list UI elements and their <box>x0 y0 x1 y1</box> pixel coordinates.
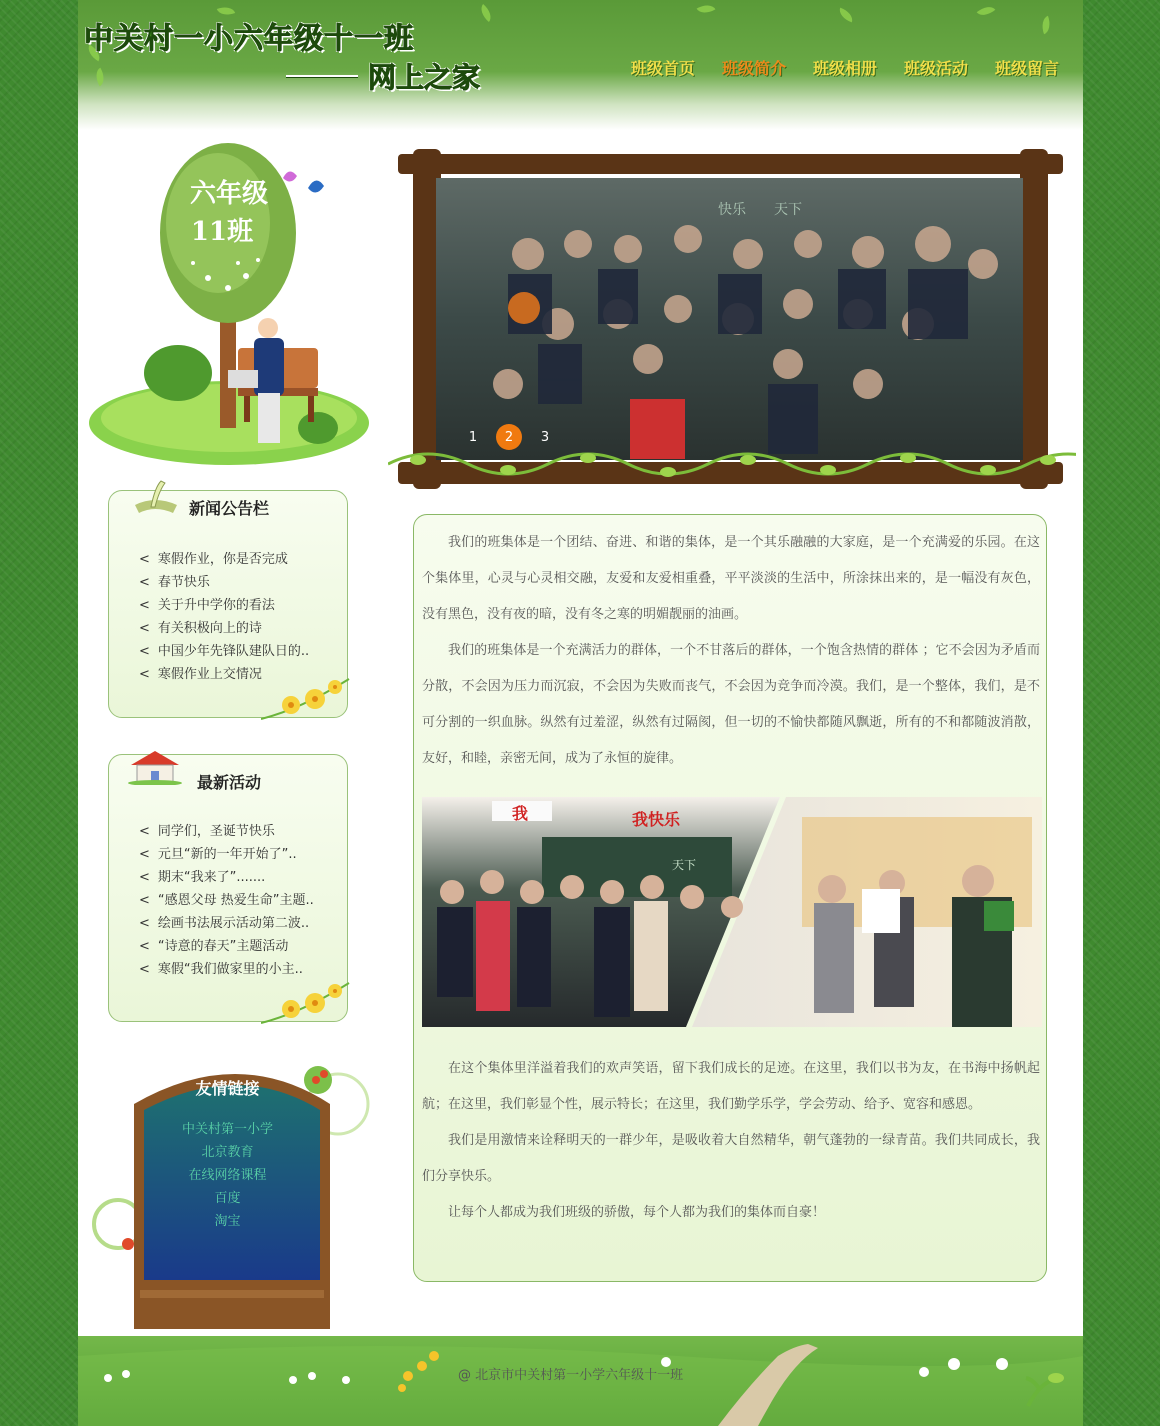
links-title: 友情链接 <box>195 1079 260 1098</box>
link-item[interactable]: 淘宝 <box>214 1214 241 1229</box>
photo-banner-text: 快乐 <box>718 202 746 218</box>
book-icon <box>131 477 181 517</box>
news-item[interactable]: < 寒假作业，你是否完成 <box>139 552 288 567</box>
intro-paragraph: 让每个人都成为我们班级的骄傲，每个人都为我们的集体而自豪！ <box>448 1205 826 1220</box>
badge-line1: 六年级 <box>189 179 269 209</box>
copyright: @ 北京市中关村第一小学六年级十一班 <box>458 1368 684 1383</box>
news-item[interactable]: < 寒假作业上交情况 <box>139 667 262 682</box>
flower-icon <box>261 673 351 723</box>
site-subtitle-text: 网上之家 <box>368 61 481 94</box>
leaf-decoration <box>837 8 855 23</box>
chevron-left-icon: < <box>139 667 150 682</box>
leaf-decoration <box>92 68 109 87</box>
collage-banner-2: 我快乐 <box>632 810 681 829</box>
slider-dot-active[interactable]: 2 <box>496 424 522 450</box>
news-list <box>139 548 309 686</box>
chevron-left-icon: < <box>139 893 150 908</box>
activity-item[interactable]: < 元旦“新的一年开始了”.. <box>139 847 297 862</box>
link-item[interactable]: 中关村第一小学 <box>181 1122 273 1137</box>
chevron-left-icon: < <box>139 575 150 590</box>
tree-illustration <box>88 138 370 468</box>
news-item[interactable]: < 有关积极向上的诗 <box>139 621 262 636</box>
activity-item[interactable]: < 绘画书法展示活动第二波.. <box>139 916 310 931</box>
activity-item[interactable]: < “诗意的春天”主题活动 <box>139 939 289 954</box>
activity-item[interactable]: < “感恩父母 热爱生命”主题.. <box>139 893 314 908</box>
chevron-left-icon: < <box>139 644 150 659</box>
link-item[interactable]: 北京教育 <box>201 1145 254 1160</box>
links-list <box>150 1118 305 1233</box>
site-title: 中关村一小六年级十一班 <box>84 21 415 55</box>
class-photo-collage <box>422 797 1042 1027</box>
chevron-left-icon: < <box>139 847 150 862</box>
collage-banner-1: 我 <box>512 804 529 823</box>
chevron-left-icon: < <box>139 552 150 567</box>
chevron-left-icon: < <box>139 962 150 977</box>
news-item[interactable]: < 关于升中学你的看法 <box>139 598 275 613</box>
nav-activities[interactable]: 班级活动 <box>903 59 968 78</box>
chevron-left-icon: < <box>139 621 150 636</box>
page-container <box>78 0 1083 1426</box>
site-subtitle <box>286 56 480 96</box>
link-item[interactable]: 在线网络课程 <box>188 1168 267 1183</box>
activity-item[interactable]: < 寒假“我们做家里的小主.. <box>139 962 303 977</box>
activities-panel <box>108 754 348 1022</box>
activity-item[interactable]: < 同学们，圣诞节快乐 <box>139 824 275 839</box>
news-item[interactable]: < 春节快乐 <box>139 575 210 590</box>
main-nav <box>631 56 1059 79</box>
chevron-left-icon: < <box>139 939 150 954</box>
badge-line2: 11班 <box>190 217 254 247</box>
slider-dots <box>460 424 558 450</box>
subtitle-dash <box>286 75 358 78</box>
intro-paragraph: 我们是用激情来诠释明天的一群少年，是吸收着大自然精华，朝气蓬勃的一绿青苗。我们共同成长，我们分享快乐。 <box>422 1133 1040 1184</box>
activities-title: 最新活动 <box>197 773 262 792</box>
intro-content <box>413 514 1047 1282</box>
nav-home[interactable]: 班级首页 <box>630 59 695 78</box>
nav-messages[interactable]: 班级留言 <box>994 59 1059 78</box>
chevron-left-icon: < <box>139 824 150 839</box>
activity-item[interactable]: < 期末“我来了”....... <box>139 870 266 885</box>
flower-icon <box>261 977 351 1027</box>
leaf-decoration <box>697 1 716 18</box>
photo-board-text: 天下 <box>774 202 802 218</box>
slider-dot[interactable]: 1 <box>468 429 478 445</box>
chevron-left-icon: < <box>139 916 150 931</box>
news-title: 新闻公告栏 <box>189 499 270 518</box>
intro-paragraph: 我们的班集体是一个团结、奋进、和谐的集体，是一个其乐融融的大家庭，是一个充满爱的乐园。在这个集体里，心灵与心灵相交融，友爱和友爱相重叠，平平淡淡的生活中，所涂抹出来的，是一幅没有灰色，没有黑色，没有夜的暗，没有冬之寒的明媚靓丽的油画。 <box>422 535 1040 622</box>
collage-board-text: 天下 <box>672 858 697 872</box>
link-item[interactable]: 百度 <box>214 1191 241 1206</box>
leaf-decoration <box>477 4 496 22</box>
house-icon <box>127 749 183 785</box>
leaf-decoration <box>1039 16 1054 34</box>
site-header <box>78 0 1083 130</box>
news-panel <box>108 490 348 718</box>
activities-list <box>139 820 314 981</box>
intro-paragraph: 我们的班集体是一个充满活力的群体，一个不甘落后的群体，一个饱含热情的群体 ；它不会因为矛盾而分散，不会因为压力而沉寂，不会因为失败而丧气，不会因为竞争而冷漠。我们，是一个整体，我们，是不可分割的一织血脉。纵然有过羞涩，纵然有过隔阂，但一切的不愉快都随风飘逝，所有的不和都随波消散，友好，和睦，亲密无间，成为了永恒的旋律。 <box>422 643 1040 766</box>
nav-album[interactable]: 班级相册 <box>812 59 877 78</box>
nav-intro[interactable]: 班级简介 <box>721 59 786 78</box>
leaf-decoration <box>977 2 996 20</box>
chevron-left-icon: < <box>139 598 150 613</box>
news-item[interactable]: < 中国少年先锋队建队日的.. <box>139 644 310 659</box>
intro-paragraph: 在这个集体里洋溢着我们的欢声笑语，留下我们成长的足迹。在这里，我们以书为友，在书海中扬帆起航；在这里，我们彰显个性，展示特长；在这里，我们勤学乐学，学会劳动、给予、宽容和感恩。 <box>422 1061 1040 1112</box>
slider-dot[interactable]: 3 <box>540 429 550 445</box>
chevron-left-icon: < <box>139 870 150 885</box>
